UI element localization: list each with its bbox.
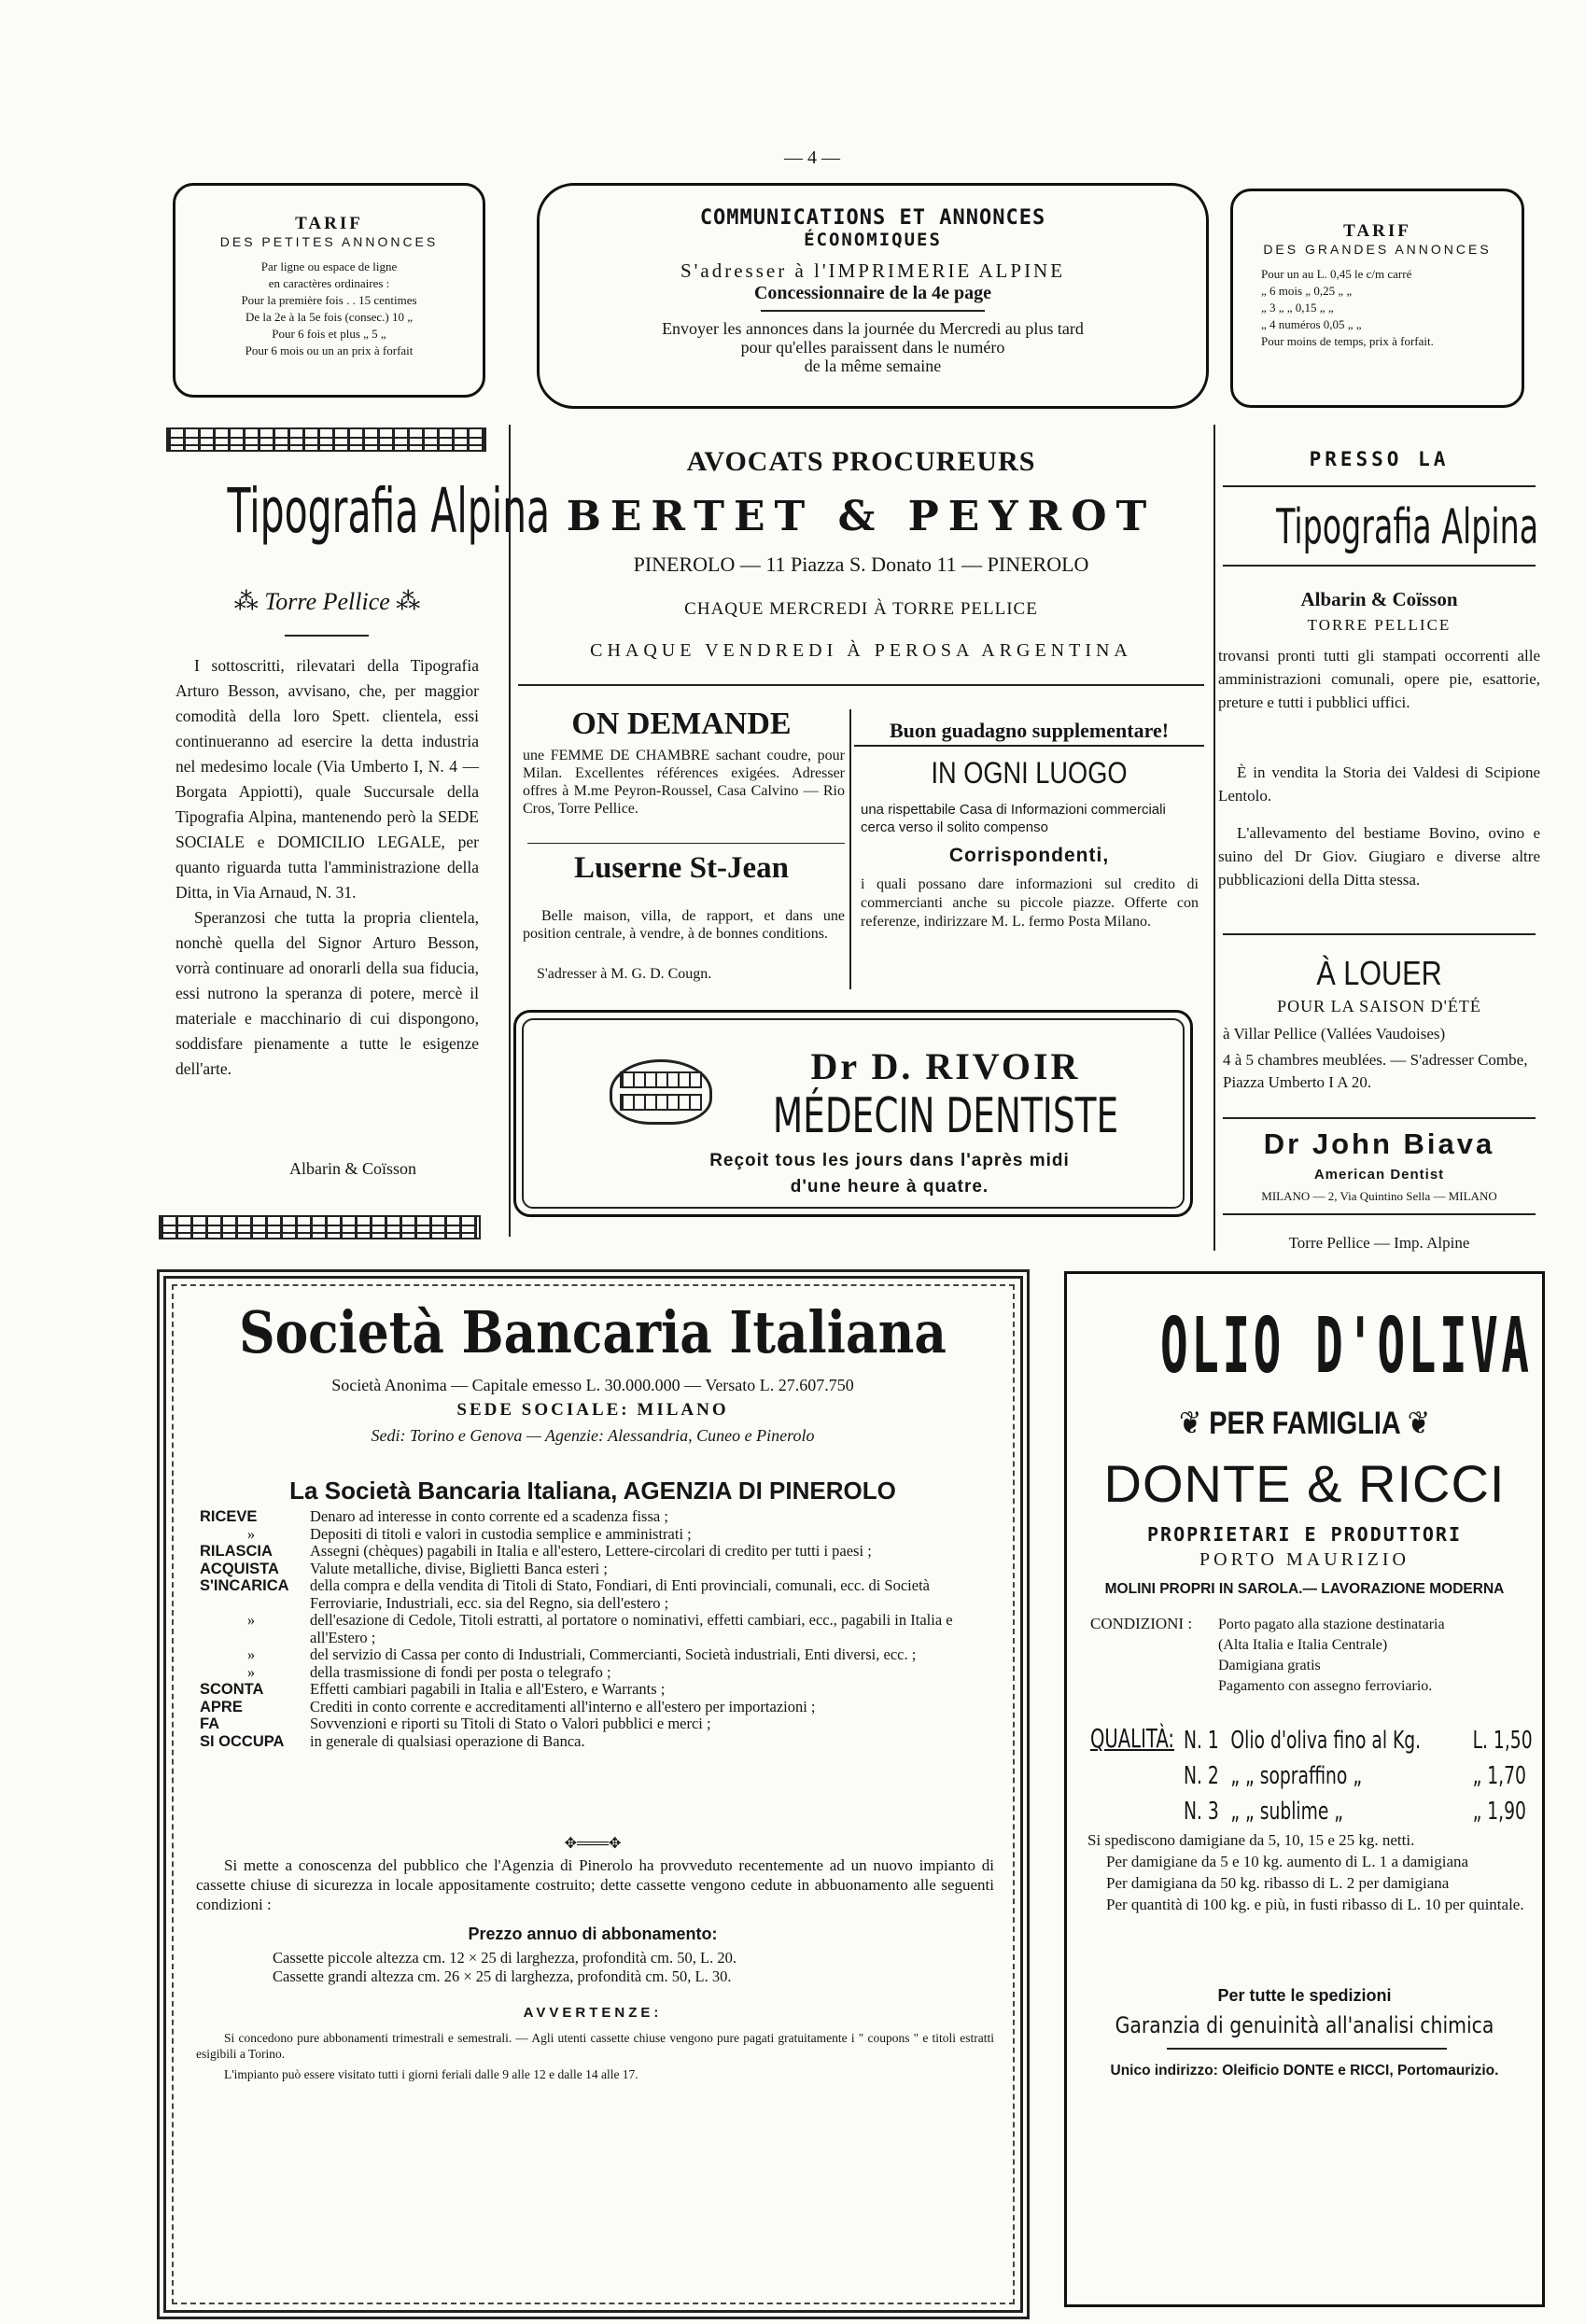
olio-qualita-row bbox=[1184, 1758, 1540, 1794]
olio-subtitle-text: PER FAMIGLIA bbox=[1209, 1406, 1400, 1441]
tarif-grandes-line: Pour moins de temps, prix à forfait. bbox=[1261, 334, 1434, 348]
banca-sede: SEDE SOCIALE: MILANO bbox=[456, 1400, 729, 1420]
avocats-line1: CHAQUE MERCREDI À TORRE PELLICE bbox=[684, 599, 1038, 619]
service-value: Denaro ad interesse in conto corrente ed a scadenza fissa ; bbox=[310, 1507, 668, 1525]
presso-body2: È in vendita la Storia dei Valdesi di Scipione Lentolo. bbox=[1218, 763, 1540, 805]
ornament-icon: ⁂ bbox=[396, 588, 421, 615]
tarif-grandes-box bbox=[1230, 189, 1524, 408]
a-louer-line1: à Villar Pellice (Vallées Vaudoises) bbox=[1223, 1025, 1446, 1043]
service-row bbox=[196, 1526, 999, 1544]
rivoir-title: MÉDECIN DENTISTE bbox=[772, 1088, 1119, 1144]
olio-cond-line: Porto pagato alla stazione destinataria bbox=[1218, 1617, 1445, 1632]
presso-place: TORRE PELLICE bbox=[1307, 616, 1452, 634]
luserne-title: Luserne St-Jean bbox=[573, 851, 790, 885]
banca-agenzia: La Società Bancaria Italiana, AGENZIA DI PINEROLO bbox=[289, 1477, 896, 1505]
service-value: Crediti in conto corrente e accreditamenti all'interno e all'estero per importazioni ; bbox=[310, 1697, 816, 1715]
tarif-petites-title: TARIF bbox=[295, 214, 363, 233]
service-key: S'INCARICA bbox=[200, 1577, 289, 1594]
tarif-grandes-subtitle: DES GRANDES ANNONCES bbox=[1263, 242, 1492, 257]
service-key: » bbox=[246, 1524, 256, 1543]
olio-qualita-name: „ „ sublime „ bbox=[1230, 1798, 1344, 1826]
tarif-grandes-line: „ 3 „ „ 0,15 „ „ bbox=[1261, 301, 1334, 315]
banca-prezzo1: Cassette piccole altezza cm. 12 × 25 di larghezza, profondità cm. 50, L. 20. bbox=[273, 1949, 736, 1967]
a-louer-line2: 4 à 5 chambres meublées. — S'adresser Combe, Piazza Umberto I A 20. bbox=[1223, 1051, 1528, 1091]
guadagno-body2: i quali possano dare informazioni sul credito di commercianti anche su piccole piazze. Offerte con referenze, indirizzare M. L. fermo Posta Milano. bbox=[861, 876, 1199, 930]
service-row bbox=[196, 1715, 999, 1733]
guadagno-body1: una rispettabile Casa di Informazioni commerciali cerca verso il solito compenso bbox=[861, 802, 1166, 835]
tarif-grandes-line: Pour un au L. 0,45 le c/m carré bbox=[1261, 267, 1412, 281]
olio-qualita-name: „ „ sopraffino „ bbox=[1230, 1762, 1363, 1790]
greek-key-border bbox=[159, 1215, 481, 1239]
service-key: ACQUISTA bbox=[200, 1560, 279, 1577]
service-row bbox=[196, 1577, 999, 1612]
service-row bbox=[196, 1646, 999, 1664]
communications-title: COMMUNICATIONS ET ANNONCES bbox=[699, 206, 1046, 230]
service-row bbox=[196, 1543, 999, 1561]
tarif-grandes-line: „ 4 numéros 0,05 „ „ bbox=[1261, 317, 1362, 331]
tarif-petites-box bbox=[173, 183, 485, 398]
olio-term: Per damigiane da 5 e 10 kg. aumento di L. 1 a damigiana bbox=[1106, 1853, 1469, 1870]
presso-owners: Albarin & Coïsson bbox=[1300, 588, 1458, 610]
service-row bbox=[196, 1664, 999, 1682]
page-number: — 4 — bbox=[784, 147, 840, 168]
service-key: RICEVE bbox=[200, 1508, 258, 1525]
service-key: » bbox=[246, 1611, 256, 1629]
service-value: dell'esazione di Cedole, Titoli estratti, al portatore o nominativi, effetti cambiari, ecc., pagabili in Italia e all'Estero ; bbox=[310, 1611, 953, 1646]
service-value: del servizio di Cassa per conto di Industriali, Commercianti, Società industriali, Enti diversi, ecc. ; bbox=[310, 1645, 917, 1663]
service-row bbox=[196, 1681, 999, 1699]
olio-qualita-name: Olio d'oliva fino al Kg. bbox=[1230, 1727, 1422, 1755]
service-row bbox=[196, 1733, 999, 1751]
olio-qualita-num: N. 1 bbox=[1184, 1727, 1219, 1755]
tarif-petites-line: Pour 6 mois ou un an prix à forfait bbox=[245, 343, 414, 357]
olio-garanzia: Garanzia di genuinità all'analisi chimica bbox=[1115, 2012, 1494, 2038]
tipografia-title: Tipografia Alpina bbox=[227, 475, 551, 547]
communications-line3: Envoyer les annonces dans la journée du Mercredi au plus tard bbox=[662, 319, 1084, 338]
olio-cond-line: Damigiana gratis bbox=[1218, 1658, 1321, 1673]
olio-spedizioni: Per tutte le spedizioni bbox=[1217, 1986, 1392, 2005]
rivoir-box bbox=[513, 1010, 1193, 1217]
banca-sedi: Sedi: Torino e Genova — Agenzie: Alessandria, Cuneo e Pinerolo bbox=[371, 1426, 815, 1445]
presso-name: Tipografia Alpina bbox=[1276, 499, 1539, 555]
presso-title: PRESSO LA bbox=[1309, 448, 1450, 470]
guadagno-heading: Corrispondenti, bbox=[948, 845, 1110, 866]
olio-term: Per quantità di 100 kg. e più, in fusti ribasso di L. 10 per quintale. bbox=[1106, 1896, 1524, 1913]
olio-city: PORTO MAURIZIO bbox=[1199, 1549, 1410, 1570]
olio-cond-line: Pagamento con assegno ferroviario. bbox=[1218, 1678, 1433, 1694]
olive-branch-icon: ❦ bbox=[1179, 1406, 1202, 1441]
luserne-contact: S'adresser à M. G. D. Cougn. bbox=[537, 966, 712, 982]
olio-mills: MOLINI PROPRI IN SAROLA.— LAVORAZIONE MODERNA bbox=[1104, 1581, 1505, 1597]
service-value: Valute metalliche, divise, Biglietti Banca esteri ; bbox=[310, 1559, 608, 1577]
tipografia-paragraph: Speranzosi che tutta la propria clientela, nonchè quella del Signor Arturo Besson, vorrà continuare ad onorarli della sua fiducia, essi nutrono la speranza di potere, mercè il materiale e macchinario di cui dispongono, soddisfare pienamente a tutte le esigenze dell'arte. bbox=[175, 908, 479, 1078]
olio-qualita-row bbox=[1184, 1723, 1540, 1758]
rivoir-name: Dr D. RIVOIR bbox=[810, 1045, 1081, 1087]
olio-term: Si spediscono damigiane da 5, 10, 15 e 25 kg. netti. bbox=[1087, 1831, 1415, 1849]
banca-avvertenze-title: AVVERTENZE: bbox=[523, 2005, 663, 2021]
tarif-grandes-line: „ 6 mois „ 0,25 „ „ bbox=[1261, 284, 1353, 298]
tipografia-subtitle bbox=[166, 588, 488, 616]
olio-qualita-price: L. 1,50 bbox=[1472, 1727, 1533, 1755]
biava-title: American Dentist bbox=[1313, 1167, 1445, 1183]
communications-line5: de la même semaine bbox=[804, 357, 942, 375]
guadagno-subtitle: IN OGNI LUOGO bbox=[931, 756, 1128, 790]
service-key: APRE bbox=[200, 1698, 243, 1715]
service-key: SCONTA bbox=[200, 1681, 264, 1698]
olio-qualita-row bbox=[1184, 1794, 1540, 1829]
olio-cond-line: (Alta Italia e Italia Centrale) bbox=[1218, 1637, 1388, 1653]
olio-owners: PROPRIETARI E PRODUTTORI bbox=[1147, 1523, 1462, 1546]
rivoir-line1: Reçoit tous les jours dans l'après midi bbox=[709, 1151, 1070, 1170]
service-value: della trasmissione di fondi per posta o telegrafo ; bbox=[310, 1662, 611, 1681]
presso-body3: L'allevamento del bestiame Bovino, ovino e suino del Dr Giov. Giugiaro e diverse altre pubblicazioni della Ditta stessa. bbox=[1218, 824, 1540, 889]
tarif-petites-line: Pour 6 fois et plus „ 5 „ bbox=[272, 327, 386, 341]
avocats-names: BERTET & PEYROT bbox=[566, 493, 1157, 540]
service-value: Effetti cambiari pagabili in Italia e all'Estero, e Warrants ; bbox=[310, 1680, 666, 1698]
ornament-icon: ⁂ bbox=[233, 588, 259, 615]
avocats-address: PINEROLO — 11 Piazza S. Donato 11 — PINEROLO bbox=[633, 553, 1089, 576]
a-louer-title: À LOUER bbox=[1316, 954, 1442, 992]
on-demande-body: une FEMME DE CHAMBRE sachant coudre, pour Milan. Excellentes références exigées. Adresser offres à M.me Peyron-Roussel, Casa Calvino — Rio Cros, Torre Pellice. bbox=[523, 748, 845, 817]
service-value: in generale di qualsiasi operazione di Banca. bbox=[310, 1731, 585, 1750]
service-key: FA bbox=[200, 1715, 220, 1732]
olio-qualita-price: „ 1,90 bbox=[1472, 1798, 1526, 1826]
tipografia-paragraph: I sottoscritti, rilevatari della Tipografia Arturo Besson, avvisano, che, per maggior comodità della loro Spett. clientela, essi continueranno ad esercire la detta industria nel medesimo locale (Via Umberto I, N. 4 — Borgata Appiotti), quale Succursale della Tipografia Alpina, mantenendo però la SEDE SOCIALE e DOMICILIO LEGALE, per quanto riguarda tutta l'amministrazione della Ditta, in Via Arnaud, N. 31. bbox=[175, 656, 479, 902]
service-value: Depositi di titoli e valori in custodia semplice e amministrati ; bbox=[310, 1524, 692, 1543]
service-key: » bbox=[246, 1645, 256, 1663]
biava-address: MILANO — 2, Via Quintino Sella — MILANO bbox=[1261, 1189, 1497, 1203]
imprint: Torre Pellice — Imp. Alpine bbox=[1288, 1234, 1470, 1252]
service-row bbox=[196, 1612, 999, 1646]
olio-term: Per damigiana da 50 kg. ribasso di L. 2 per damigiana bbox=[1106, 1874, 1450, 1892]
a-louer-subtitle: POUR LA SAISON D'ÉTÉ bbox=[1277, 997, 1481, 1015]
communications-box bbox=[537, 183, 1209, 409]
divider-ornament-icon: ✥═══✥ bbox=[564, 1836, 622, 1852]
communications-line4: pour qu'elles paraissent dans le numéro bbox=[740, 338, 1005, 357]
banca-services bbox=[196, 1508, 999, 1750]
banca-avvertenze1: Si concedono pure abbonamenti trimestrali e semestrali. — Agli utenti cassette chiuse vengono pure pagati gratuitamente i " coupons " e titoli estratti esigibili a Torino. bbox=[196, 2031, 994, 2061]
banca-title: Società Bancaria Italiana bbox=[239, 1298, 947, 1366]
olio-qualita-num: N. 2 bbox=[1184, 1762, 1219, 1790]
communications-line1: S'adresser à l'IMPRIMERIE ALPINE bbox=[680, 259, 1066, 282]
olio-address: Unico indirizzo: Oleificio DONTE e RICCI, Portomaurizio. bbox=[1110, 2063, 1499, 2079]
tipografia-subtitle-text: Torre Pellice bbox=[264, 588, 390, 615]
olio-qualita-label: QUALITÀ: bbox=[1090, 1723, 1175, 1754]
service-value: Assegni (chèques) pagabili in Italia e all'estero, Lettere-circolari di credito per tutti i paesi ; bbox=[310, 1542, 872, 1560]
olive-branch-icon: ❦ bbox=[1407, 1406, 1430, 1441]
communications-line2: Concessionnaire de la 4e page bbox=[753, 283, 992, 303]
banca-prezzo2: Cassette grandi altezza cm. 26 × 25 di larghezza, profondità cm. 50, L. 30. bbox=[273, 1967, 732, 1985]
tarif-petites-line: en caractères ordinaires : bbox=[268, 276, 390, 290]
biava-name: Dr John Biava bbox=[1263, 1127, 1495, 1160]
service-key: » bbox=[246, 1662, 256, 1681]
olio-subtitle bbox=[1101, 1405, 1509, 1442]
olio-cond-label: CONDIZIONI : bbox=[1090, 1615, 1193, 1632]
greek-key-border bbox=[166, 427, 486, 452]
service-key: RILASCIA bbox=[200, 1543, 273, 1560]
banca-notice: Si mette a conoscenza del pubblico che l'Agenzia di Pinerolo ha provveduto recentemente ad un nuovo impianto di cassette chiuse di sicurezza in locale appositamente costruito; dette cassette vengono cedute in abbuonamento alle seguenti condizioni : bbox=[196, 1856, 994, 1913]
presso-body1: trovansi pronti tutti gli stampati occorrenti alle amministrazioni comunali, opere pie, esattorie, preture e tutti i pubblici uffici. bbox=[1218, 647, 1540, 711]
tipografia-signature: Albarin & Coïsson bbox=[289, 1159, 417, 1178]
tarif-petites-subtitle: DES PETITES ANNONCES bbox=[219, 234, 439, 249]
guadagno-title: Buon guadagno supplementare! bbox=[854, 719, 1204, 747]
service-row bbox=[196, 1508, 999, 1526]
olio-qualita-price: „ 1,70 bbox=[1472, 1762, 1526, 1790]
service-key: SI OCCUPA bbox=[200, 1732, 285, 1750]
communications-subtitle: ÉCONOMIQUES bbox=[804, 230, 942, 250]
service-value: della compra e della vendita di Titoli di Stato, Fondiari, di Enti provinciali, comunali, ecc. di Società Ferroviarie, Industriali, ecc. sia del Regno, sia dell'estero ; bbox=[310, 1576, 930, 1612]
olio-title: OLIO D'OLIVA bbox=[1160, 1302, 1533, 1391]
avocats-title: AVOCATS PROCUREURS bbox=[686, 446, 1036, 477]
service-row bbox=[196, 1699, 999, 1716]
tarif-petites-line: De la 2e à la 5e fois (consec.) 10 „ bbox=[245, 310, 414, 324]
olio-qualita-num: N. 3 bbox=[1184, 1798, 1219, 1826]
luserne-body: Belle maison, villa, de rapport, et dans une position centrale, à vendre, à de bonnes conditions. bbox=[523, 908, 845, 942]
olio-company: DONTE & RICCI bbox=[1103, 1454, 1506, 1513]
tarif-petites-line: Par ligne ou espace de ligne bbox=[260, 259, 398, 273]
dentures-icon bbox=[610, 1059, 712, 1125]
service-row bbox=[196, 1561, 999, 1578]
banca-prezzo-title: Prezzo annuo di abbonamento: bbox=[468, 1925, 718, 1943]
tarif-grandes-title: TARIF bbox=[1343, 221, 1411, 241]
tarif-petites-line: Pour la première fois . . 15 centimes bbox=[241, 293, 417, 307]
rivoir-line2: d'une heure à quatre. bbox=[790, 1177, 989, 1197]
banca-capital: Società Anonima — Capitale emesso L. 30.000.000 — Versato L. 27.607.750 bbox=[331, 1376, 854, 1394]
on-demande-title: ON DEMANDE bbox=[571, 707, 792, 741]
avocats-line2: CHAQUE VENDREDI À PEROSA ARGENTINA bbox=[590, 640, 1132, 661]
banca-avvertenze2: L'impianto può essere visitato tutti i giorni feriali dalle 9 alle 12 e dalle 14 alle 17. bbox=[224, 2067, 638, 2081]
service-value: Sovvenzioni e riporti su Titoli di Stato o Valori pubblici e merci ; bbox=[310, 1715, 711, 1732]
